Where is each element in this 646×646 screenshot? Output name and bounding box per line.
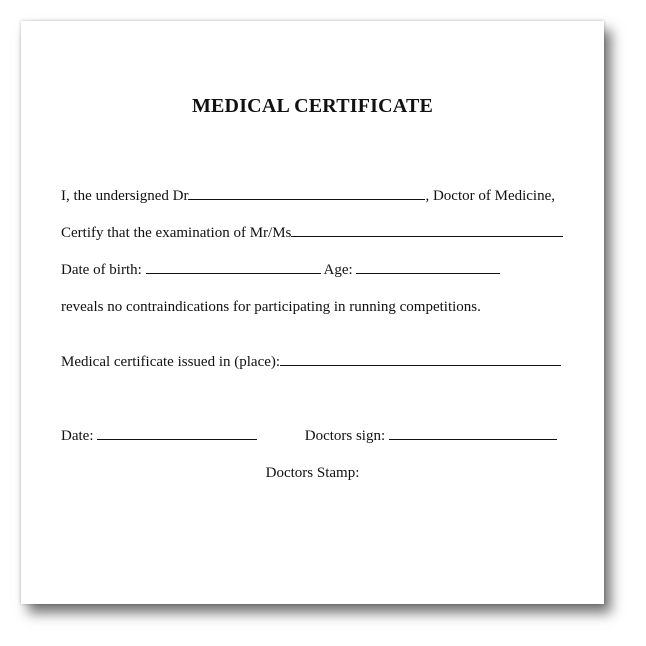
certificate-page (21, 21, 604, 604)
contraindications-line (61, 298, 481, 316)
undersigned-label: I, the undersigned Dr (61, 188, 189, 204)
doctor-name-field[interactable] (188, 187, 425, 200)
date-field[interactable] (97, 427, 257, 440)
doctors-sign-field[interactable] (389, 427, 557, 440)
doctor-of-medicine-label: , Doctor of Medicine, (425, 188, 556, 204)
place-line (61, 353, 561, 371)
place-label: Medical certificate issued in (place): (61, 354, 281, 370)
doctor-name-line (61, 187, 555, 205)
age-label: Age: (323, 262, 353, 278)
contraindications-text: reveals no contraindications for participating in running competitions. (61, 299, 481, 315)
date-label: Date: (61, 428, 94, 444)
patient-name-line (61, 224, 563, 242)
date-of-birth-field[interactable] (146, 261, 321, 274)
date-of-birth-label: Date of birth: (61, 262, 142, 278)
patient-name-field[interactable] (291, 224, 563, 237)
birth-age-line (61, 261, 500, 279)
date-sign-line (61, 427, 557, 445)
stamp-line (21, 464, 604, 482)
certify-label: Certify that the examination of Mr/Ms (61, 225, 292, 241)
place-field[interactable] (280, 353, 561, 366)
doctors-stamp-label: Doctors Stamp: (265, 465, 360, 481)
page-title: MEDICAL CERTIFICATE (191, 95, 434, 117)
doctors-sign-label: Doctors sign: (304, 428, 386, 444)
age-field[interactable] (356, 261, 500, 274)
